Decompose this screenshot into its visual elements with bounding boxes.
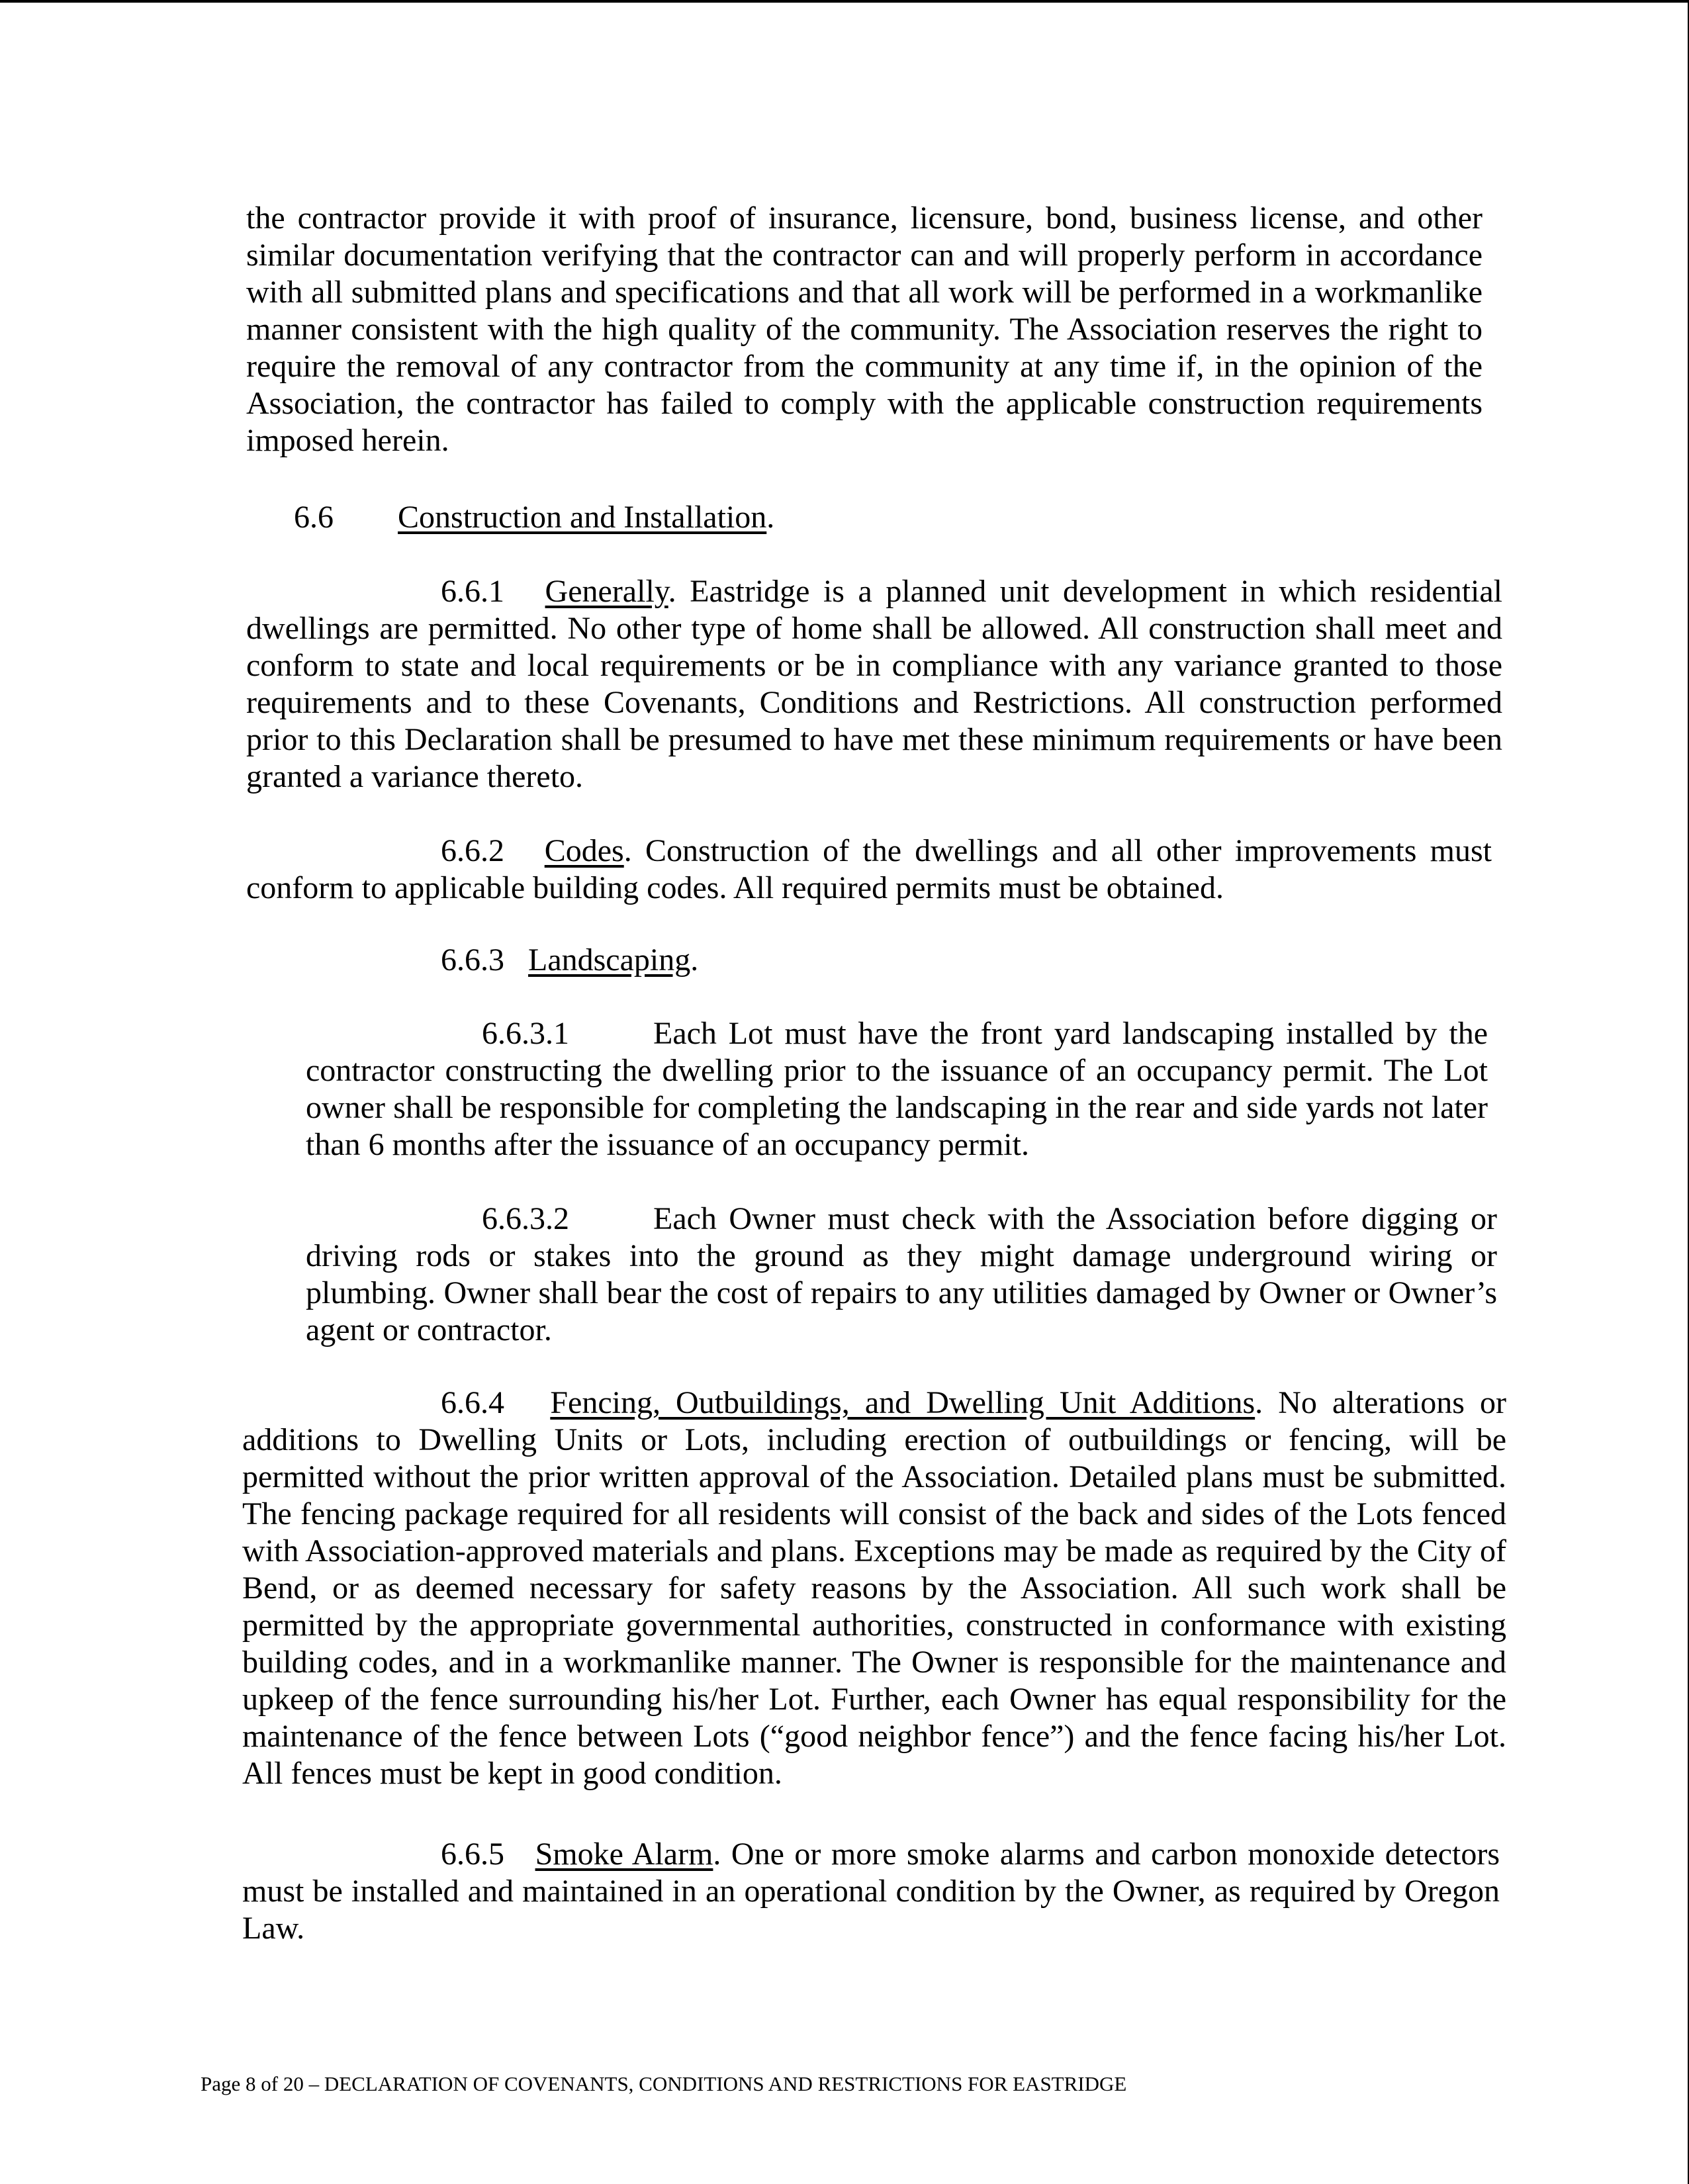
subsection-body: Each Owner must check with the Association before digging or driving rods or stakes into the ground as they might damage underground wiring or plumbing. Owner shall bear the cost of repairs to any utilities damaged by Owner or Owner’s agent or contractor. (306, 1201, 1497, 1347)
subsection-number: 6.6.3.1 (482, 1016, 569, 1051)
subsection-body: . No alterations or additions to Dwelling Units or Lots, including erection of outbuildings or fencing, will be permitted without the prior written approval of the Association. Detailed plans must be submitted. The fencing package required for all residents will consist of the back and sides of the Lots fenced with Association-approved materials and plans. Exceptions may be made as required by the City of Bend, or as deemed necessary for safety reasons by the Association. All such work shall be permitted by the appropriate governmental authorities, constructed in conformance with existing building codes, and in a workmanlike manner. The Owner is responsible for the maintenance and upkeep of the fence surrounding his/her Lot. Further, each Owner has equal responsibility for the maintenance of the fence between Lots (“good neighbor fence”) and the fence facing his/her Lot. All fences must be kept in good condition. (242, 1385, 1507, 1791)
section-6-6-2 (246, 833, 1492, 907)
subsection-heading: Smoke Alarm (535, 1837, 713, 1872)
section-6-6-4 (242, 1385, 1506, 1792)
section-6-6-3-heading (441, 942, 1103, 979)
section-6-6-3-2 (306, 1201, 1497, 1349)
footer-document-title: DECLARATION OF COVENANTS, CONDITIONS AND RESTRICTIONS FOR EASTRIDGE (324, 2072, 1127, 2095)
section-title-suffix: . (766, 500, 775, 535)
subsection-heading: Generally (545, 574, 668, 609)
section-number: 6.6 (294, 500, 334, 535)
subsection-body: . One or more smoke alarms and carbon monoxide detectors must be installed and maintained in an operational condition by the Owner, as required by Oregon Law. (242, 1837, 1500, 1946)
subsection-heading: Fencing, Outbuildings, and Dwelling Unit Additions (550, 1385, 1255, 1420)
section-6-6-1 (246, 573, 1502, 796)
subsection-number: 6.6.3.2 (482, 1201, 569, 1236)
subsection-body: . Eastridge is a planned unit development in which residential dwellings are permitted. No other type of home shall be allowed. All construction shall meet and conform to state and local requirements or be in compliance with any variance granted to those requirements and to these Covenants, Conditions and Restrictions. All construction performed prior to this Declaration shall be presumed to have met these minimum requirements or have been granted a variance thereto. (246, 574, 1502, 794)
subsection-number: 6.6.2 (441, 833, 504, 868)
subsection-number: 6.6.3 (441, 942, 504, 978)
subsection-heading-suffix: . (690, 942, 699, 978)
section-6-6-5 (242, 1836, 1500, 1947)
section-6-6-3-1 (306, 1015, 1488, 1163)
subsection-heading: Landscaping (528, 942, 691, 978)
subsection-body: . Construction of the dwellings and all other improvements must conform to applicable building codes. All required permits must be obtained. (246, 833, 1492, 905)
subsection-number: 6.6.1 (441, 574, 504, 609)
footer-separator: – (303, 2072, 324, 2095)
intro-paragraph-text: the contractor provide it with proof of insurance, licensure, bond, business license, and other similar documentation verifying that the contractor can and will properly perform in accordance with all submitted plans and specifications and that all work will be performed in a workmanlike manner consistent with the high quality of the community. The Association reserves the right to require the removal of any contractor from the community at any time if, in the opinion of the Association, the contractor has failed to comply with the applicable construction requirements imposed herein. (246, 201, 1483, 458)
footer-page-label: Page 8 of 20 (201, 2072, 304, 2095)
page-footer (201, 2071, 1126, 2097)
subsection-number: 6.6.5 (441, 1837, 504, 1872)
section-title: Construction and Installation (398, 500, 767, 535)
subsection-number: 6.6.4 (441, 1385, 504, 1420)
intro-paragraph (246, 200, 1483, 459)
subsection-heading: Codes (544, 833, 624, 868)
subsection-body: Each Lot must have the front yard landscaping installed by the contractor constructing the dwelling prior to the issuance of an occupancy permit. The Lot owner shall be responsible for completing the landscaping in the rear and side yards not later than 6 months after the issuance of an occupancy permit. (306, 1016, 1488, 1162)
section-6-6-heading (294, 499, 1485, 536)
